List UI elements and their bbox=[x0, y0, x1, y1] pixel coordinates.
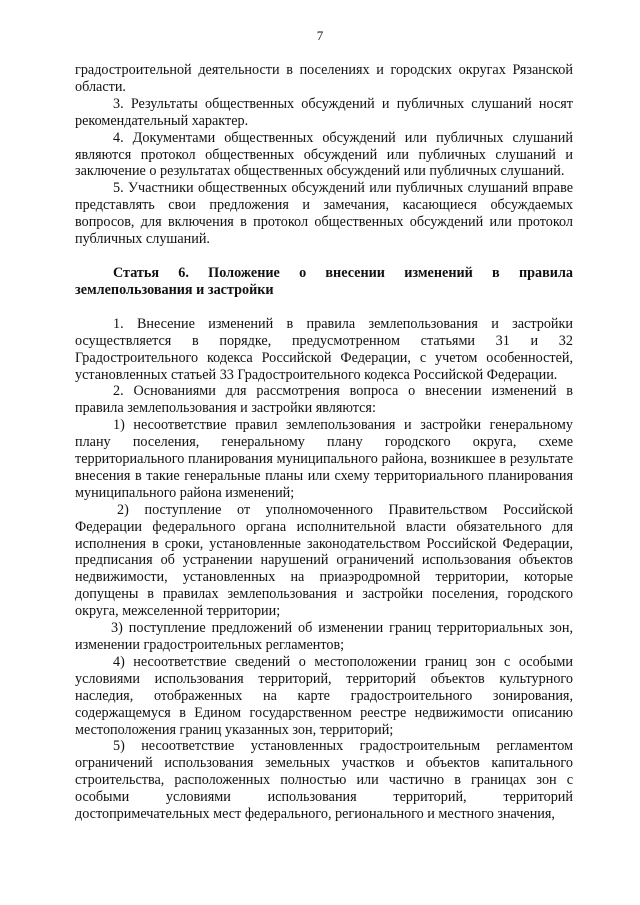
page-number: 7 bbox=[316, 28, 324, 43]
list-item: 4) несоответствие сведений о местоположении границ зон с особыми условиями использования территорий, территорий объектов культурного наследия, отображенных на карте градостроительного зонирования, содержащемуся в Едином государственном реестре недвижимости описанию местоположения границ указанных зон, территорий; bbox=[75, 653, 573, 738]
paragraph: 3. Результаты общественных обсуждений и публичных слушаний носят рекомендательный характер. bbox=[75, 95, 573, 129]
article-heading: Статья 6. Положение о внесении изменений в правила землепользования и застройки bbox=[75, 264, 573, 298]
document-body bbox=[75, 62, 573, 823]
paragraph: 2. Основаниями для рассмотрения вопроса о внесении изменений в правила землепользования и застройки являются: bbox=[75, 383, 573, 417]
list-item: 2) поступление от уполномоченного Правительством Российской Федерации федерального органа исполнительной власти обязательного для исполнения в сроки, установленные законодательством Российской Федерации, предписания об устранении нарушений ограничений использования объектов недвижимости, установленных на приаэродромной территории, которые допущены в правилах землепользования и застройки поселения, городского округа, межселенной территории; bbox=[75, 501, 573, 620]
paragraph: градостроительной деятельности в поселениях и городских округах Рязанской области. bbox=[75, 62, 573, 95]
paragraph: 1. Внесение изменений в правила землепользования и застройки осуществляется в порядке, предусмотренном статьями 31 и 32 Градостроительного кодекса Российской Федерации, с учетом особенностей, установленных статьей 33 Градостроительного кодекса Российской Федерации. bbox=[75, 315, 573, 383]
paragraph: 5. Участники общественных обсуждений или публичных слушаний вправе представлять свои предложения и замечания, касающиеся обсуждаемых вопросов, для включения в протокол общественных обсуждений или протокол публичных слушаний. bbox=[75, 180, 573, 248]
list-item: 5) несоответствие установленных градостроительным регламентом ограничений использования земельных участков и объектов капитального строительства, расположенных полностью или частично в границах зон с особыми условиями использования территорий, территорий достопримечательных мест федерального, регионального и местного значения, bbox=[75, 738, 573, 823]
paragraph: 4. Документами общественных обсуждений или публичных слушаний являются протокол общественных обсуждений или публичных слушаний и заключение о результатах общественных обсуждений или публичных слушаний. bbox=[75, 129, 573, 180]
list-item: 3) поступление предложений об изменении границ территориальных зон, изменении градостроительных регламентов; bbox=[75, 620, 573, 653]
list-item: 1) несоответствие правил землепользования и застройки генеральному плану поселения, генеральному плану городского округа, схеме территориального планирования муниципального района, возникшее в результате внесения в такие генеральные планы или схему территориального планирования муниципального района изменений; bbox=[75, 417, 573, 501]
